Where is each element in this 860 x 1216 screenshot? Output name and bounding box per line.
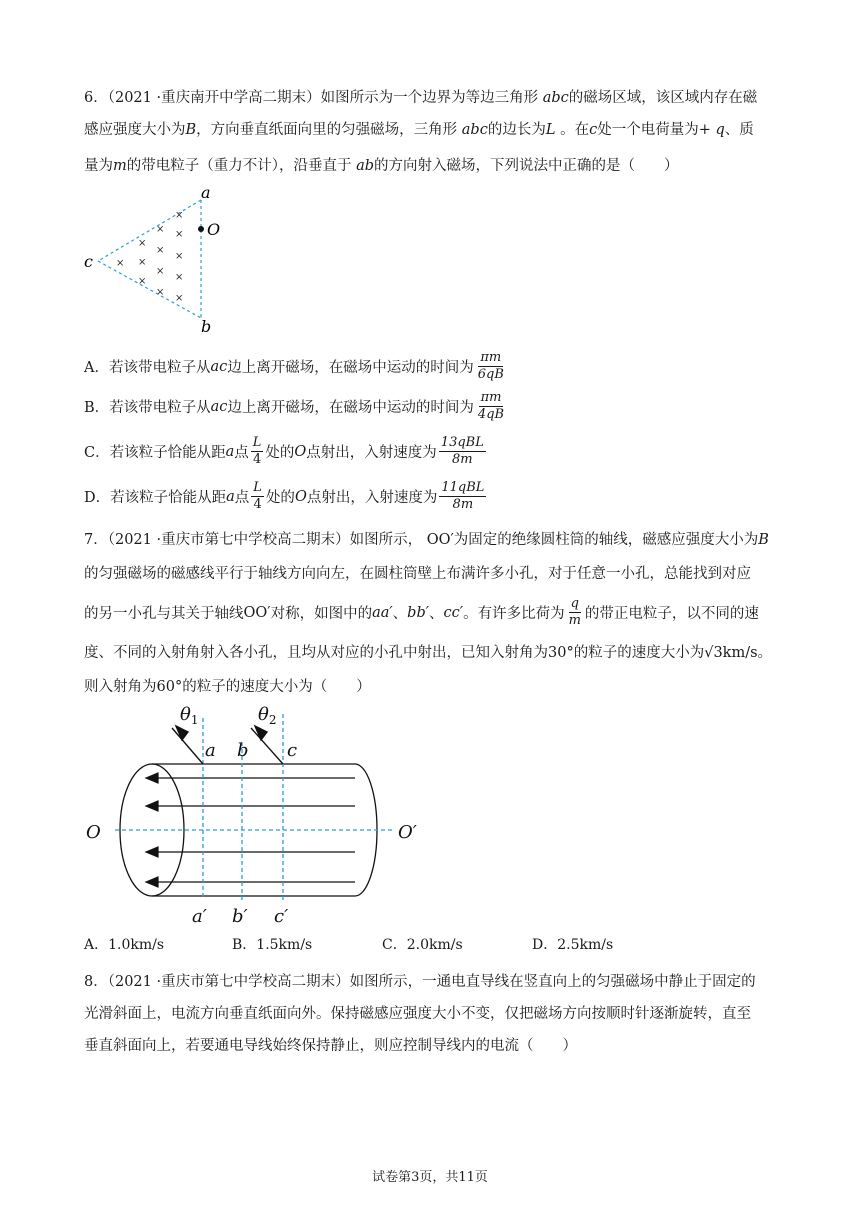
field-cross: × bbox=[175, 272, 184, 283]
label-c: c bbox=[287, 740, 298, 761]
label-b: b bbox=[237, 740, 249, 761]
label-O: O bbox=[86, 822, 101, 843]
label-a: a bbox=[205, 740, 216, 761]
field-cross: × bbox=[175, 210, 184, 221]
label-c: c bbox=[84, 252, 93, 271]
field-cross: × bbox=[116, 258, 125, 269]
field-cross: × bbox=[156, 287, 165, 298]
q6-option-c: C． 若该粒子恰能从距 a 点 $\frac{L}{4}$ 处的 O 点射出，入射速度为 $\frac{\text{13qBL}}{8m}$ bbox=[84, 435, 484, 467]
q7-option-c: C．2.0km/s bbox=[382, 937, 463, 953]
q6-option-d: D． 若该粒子恰能从距 a 点 $\frac{L}{4}$ 处的 O 点射出，入射速度为 $\frac{\text{11qBL}}{8m}$ bbox=[84, 480, 485, 512]
label-a-prime: a′ bbox=[192, 906, 207, 927]
q7-line-3: 的另一小孔与其关于轴线 OO′ 对称，如图中的 aa′ 、 bb′ 、 cc′ 。有许多比荷为 $\frac{q}{m}$ 的带正电粒子，以不同的速 bbox=[84, 596, 759, 628]
q6-line-2: 感应强度大小为B，方向垂直纸面向里的匀强磁场，三角形 abc的边长为L 。在c处一个电荷量为+ q、质 bbox=[84, 122, 754, 138]
arrow-left-icon bbox=[146, 877, 158, 887]
field-cross: × bbox=[138, 276, 147, 287]
label-c-prime: c′ bbox=[274, 906, 289, 927]
label-a: a bbox=[201, 184, 211, 202]
q7-line-5: 则入射角为60°的粒子的速度大小为（ ） bbox=[84, 679, 371, 695]
label-theta2: $\theta_2$ bbox=[258, 704, 277, 727]
page-footer: 试卷第3页，共11页 bbox=[372, 1170, 488, 1185]
q7-line-4: 度、不同的入射角射入各小孔，且均从对应的小孔中射出，已知入射角为30°的粒子的速度大小为√3km/s。 bbox=[84, 645, 773, 661]
label-b-prime: b′ bbox=[232, 906, 248, 927]
q7-cylinder-figure bbox=[80, 700, 440, 930]
q8-line-3: 垂直斜面向上，若要通电导线始终保持静止，则应控制导线内的电流（ ） bbox=[84, 1038, 577, 1054]
q7-line-2: 的匀强磁场的磁感线平行于轴线方向向左，在圆柱筒壁上布满许多小孔，对于任意一小孔，总能找到对应 bbox=[84, 566, 751, 582]
field-cross: × bbox=[175, 251, 184, 262]
q7-option-a: A．1.0km/s bbox=[84, 937, 165, 953]
cylinder-right-end bbox=[355, 764, 377, 896]
field-cross: × bbox=[138, 238, 147, 249]
q6-line-1: 6．（2021 ·重庆南开中学高二期末）如图所示为一个边界为等边三角形 abc的磁场区域，该区域内存在磁 bbox=[84, 90, 758, 106]
field-cross: × bbox=[175, 293, 184, 304]
field-cross: × bbox=[175, 229, 184, 240]
q8-line-1: 8．（2021 ·重庆市第七中学校高二期末）如图所示，一通电直导线在竖直向上的匀强磁场中静止于固定的 bbox=[84, 974, 756, 990]
q7-option-d: D．2.5km/s bbox=[532, 937, 614, 953]
arrow-left-icon bbox=[146, 801, 158, 811]
point-O bbox=[198, 226, 204, 232]
label-O: O bbox=[207, 220, 221, 239]
field-cross: × bbox=[156, 266, 165, 277]
q8-line-2: 光滑斜面上，电流方向垂直纸面向外。保持磁感应强度大小不变，仅把磁场方向按顺时针逐渐旋转，直至 bbox=[84, 1006, 751, 1022]
q6-option-a: A． 若该带电粒子从 ac 边上离开磁场，在磁场中运动的时间为 $\frac{\pi m}{6qB}$ bbox=[84, 350, 504, 382]
field-cross: × bbox=[156, 245, 165, 256]
field-cross: × bbox=[156, 224, 165, 235]
arrow-left-icon bbox=[146, 847, 158, 857]
q6-triangle-figure bbox=[80, 184, 230, 336]
incident-ray-2 bbox=[251, 728, 283, 764]
q7-option-b: B．1.5km/s bbox=[232, 937, 313, 953]
arrow-left-icon bbox=[146, 773, 158, 783]
label-b: b bbox=[201, 317, 212, 336]
q6-line-3: 量为m的带电粒子（重力不计），沿垂直于 ab的方向射入磁场，下列说法中正确的是（ ） bbox=[84, 158, 679, 174]
label-O-prime: O′ bbox=[398, 822, 417, 843]
arrow-icon bbox=[176, 726, 188, 740]
q7-line-1: 7．（2021 ·重庆市第七中学校高二期末）如图所示， OO′为固定的绝缘圆柱筒的轴线，磁感应强度大小为B bbox=[84, 532, 769, 548]
q6-option-b: B． 若该带电粒子从 ac 边上离开磁场，在磁场中运动的时间为 $\frac{\pi m}{4qB}$ bbox=[84, 390, 505, 422]
arrow-icon bbox=[255, 726, 267, 740]
label-theta1: $\theta_1$ bbox=[180, 704, 199, 727]
field-cross: × bbox=[138, 257, 147, 268]
